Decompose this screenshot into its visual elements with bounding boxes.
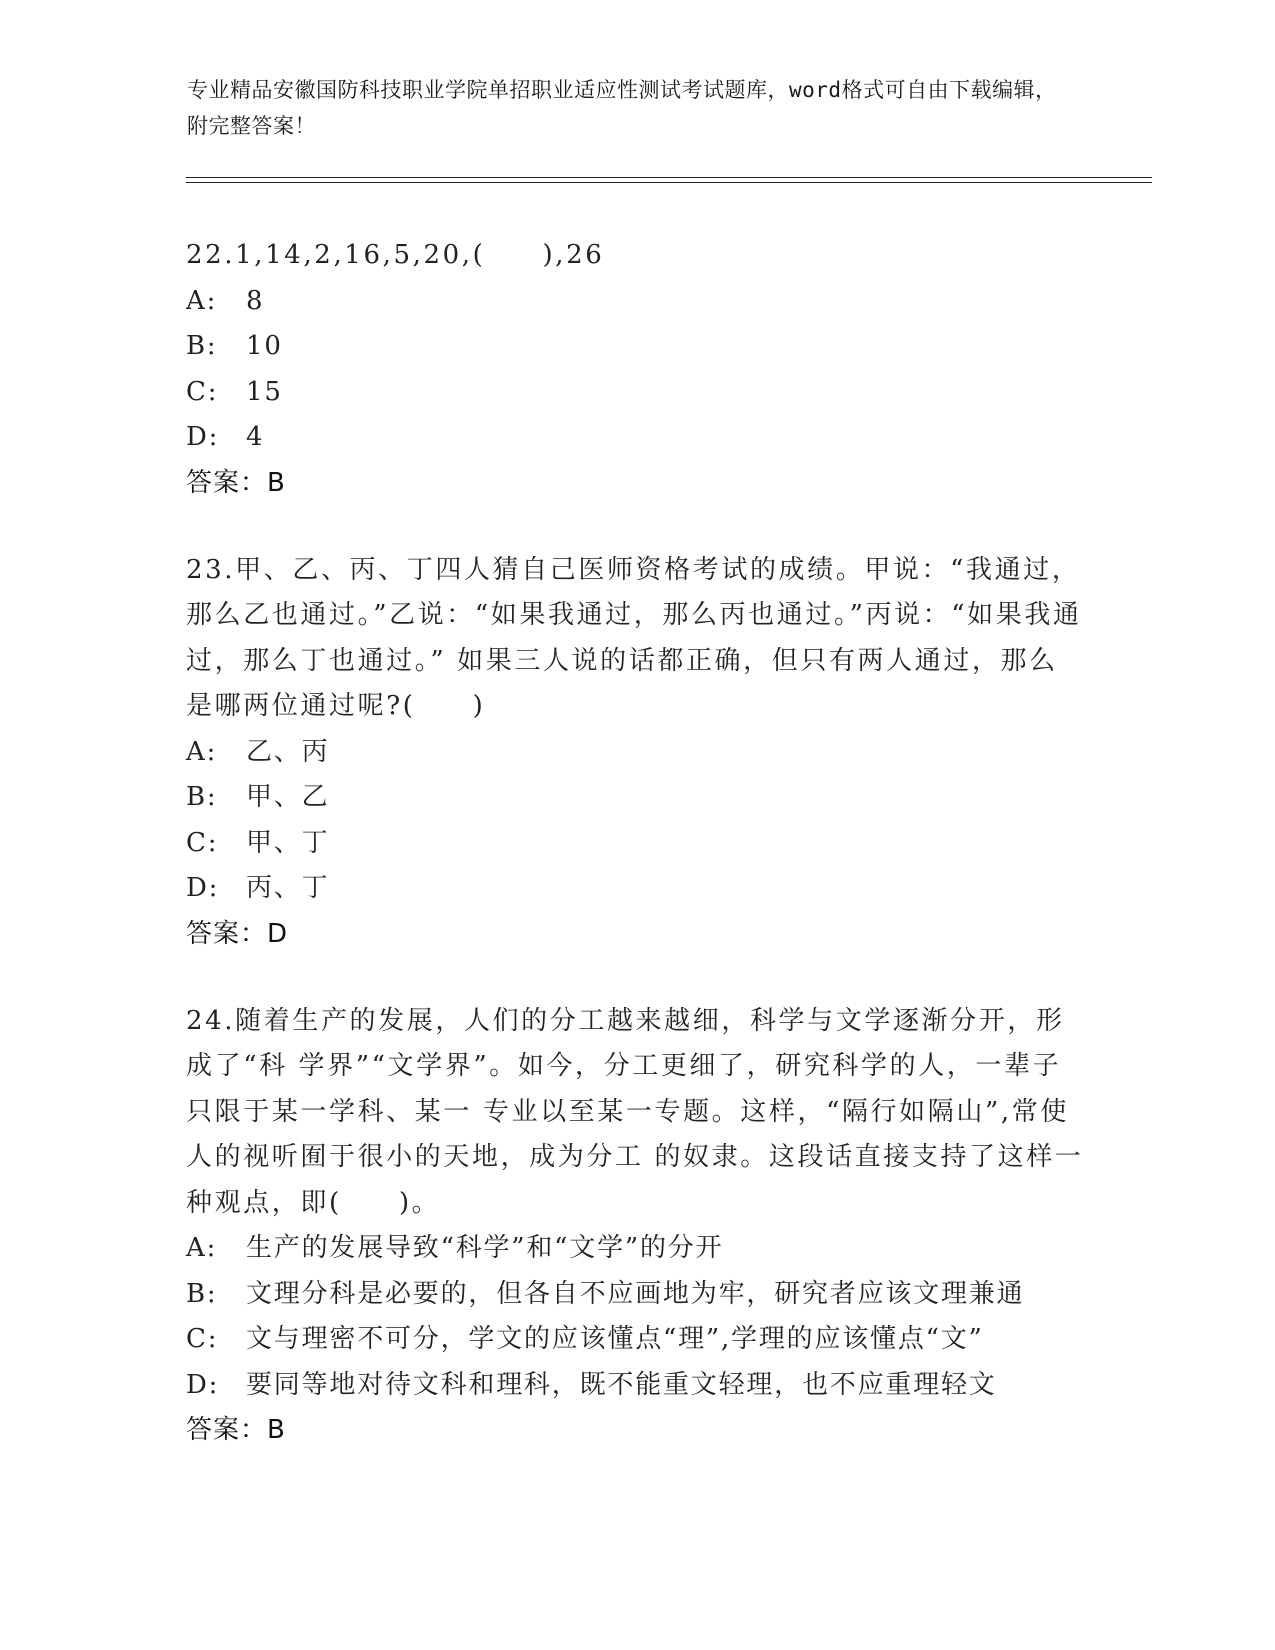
option-letter: B: (186, 331, 218, 361)
option-text: 要同等地对待文科和理科，既不能重文轻理，也不应重理轻文 (246, 1369, 997, 1400)
option-text: 文理分科是必要的，但各自不应画地为牢，研究者应该文理兼通 (246, 1278, 1025, 1309)
option-letter: C: (186, 1324, 219, 1354)
option-letter: D: (186, 422, 220, 452)
option-letter: D: (186, 1369, 220, 1400)
option-text: 10 (246, 331, 283, 361)
option-b (186, 775, 1086, 821)
option-text: 4 (246, 422, 265, 452)
question-22 (186, 233, 1086, 505)
option-text: 甲、乙 (246, 782, 330, 812)
option-letter: D: (186, 873, 220, 903)
option-c (186, 370, 1086, 416)
question-text: 22.1,14,2,16,5,20,( ),26 (186, 240, 605, 270)
option-letter: A: (186, 285, 218, 316)
option-c (186, 1317, 1086, 1363)
option-text: 生产的发展导致“科学”和“文学”的分开 (246, 1233, 724, 1263)
answer-line: 答案：B (186, 1415, 286, 1445)
option-letter: B: (186, 1278, 218, 1309)
question-list (186, 233, 1086, 1495)
header-rule-top (186, 177, 1152, 178)
option-text: 8 (246, 285, 265, 316)
option-a (186, 730, 1086, 776)
option-c (186, 821, 1086, 867)
option-letter: A: (186, 736, 218, 767)
option-b (186, 1272, 1086, 1318)
option-a (186, 1226, 1086, 1272)
option-text: 15 (246, 376, 283, 407)
option-letter: C: (186, 827, 219, 858)
option-text: 甲、丁 (246, 827, 330, 858)
header-rule-bottom (186, 182, 1152, 183)
question-23 (186, 548, 1086, 956)
option-b (186, 324, 1086, 370)
option-text: 文与理密不可分，学文的应该懂点“理”,学理的应该懂点“文” (246, 1324, 984, 1354)
document-header (187, 72, 1067, 144)
question-text: 23.甲、乙、丙、丁四人猜自己医师资格考试的成绩。甲说：“我通过，那么乙也通过。”乙说：“如果我通过，那么丙也通过。”丙说：“如果我通过，那么丁也通过。” 如果三人说的话都正确，但只有两人通过，那么是哪两位通过呢?( ) (186, 554, 1082, 721)
option-d (186, 415, 1086, 461)
answer-line: 答案：B (186, 467, 286, 498)
question-24 (186, 999, 1086, 1453)
option-letter: C: (186, 376, 219, 407)
option-letter: B: (186, 782, 218, 812)
option-letter: A: (186, 1233, 218, 1263)
answer-line: 答案：D (186, 918, 289, 949)
option-d (186, 1363, 1086, 1409)
option-a (186, 279, 1086, 325)
header-text: 专业精品安徽国防科技职业学院单招职业适应性测试考试题库，word格式可自由下载编辑，附完整答案！ (187, 78, 1057, 138)
option-d (186, 866, 1086, 912)
header-double-rule (186, 177, 1152, 183)
option-text: 乙、丙 (246, 736, 330, 767)
question-text: 24.随着生产的发展，人们的分工越来越细，科学与文学逐渐分开，形成了“科 学界”“文学界”。如今，分工更细了，研究科学的人，一辈子只限于某一学科、某一 专业以至某一专题。这样，“隔行如隔山”,常使人的视听囿于很小的天地，成为分工 的奴隶。这段话直接支持了这样一种观点，即( )。 (186, 1005, 1084, 1218)
option-text: 丙、丁 (246, 873, 330, 903)
